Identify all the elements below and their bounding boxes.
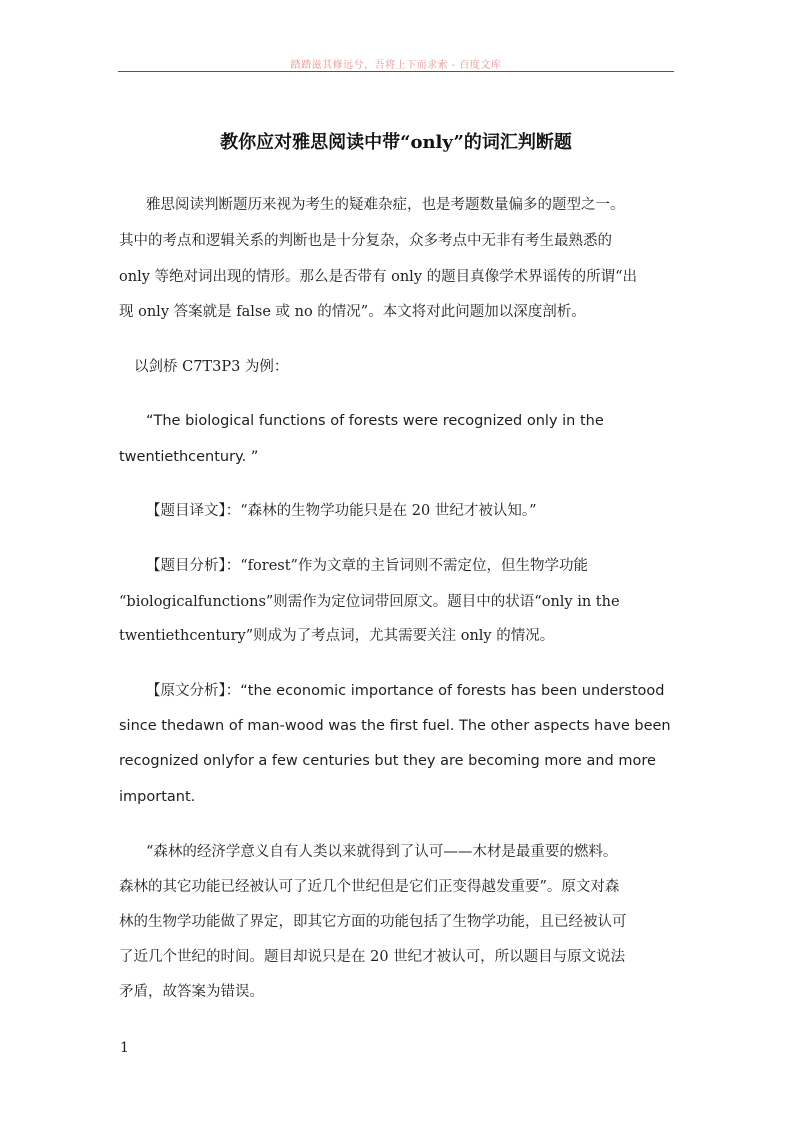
- document-title: 教你应对雅思阅读中带“only”的词汇判断题: [220, 132, 572, 153]
- conclusion-line: 了近几个世纪的时间。题目却说只是在 20 世纪才被认可，所以题目与原文说法: [119, 949, 626, 965]
- conclusion-line: 森林的其它功能已经被认可了近几个世纪但是它们正变得越发重要”。原文对森: [119, 879, 620, 895]
- original-line: since thedawn of man-wood was the first fuel. The other aspects have been: [119, 718, 671, 734]
- analysis-line: “biologicalfunctions”则需作为定位词带回原文。题目中的状语“only in the: [119, 594, 620, 610]
- original-line: 【原文分析】：“the economic importance of forests has been understood: [146, 683, 665, 699]
- original-line: important.: [119, 789, 196, 805]
- conclusion-line: 矛盾，故答案为错误。: [119, 984, 264, 1000]
- translation-line: 【题目译文】：“森林的生物学功能只是在 20 世纪才被认知。”: [146, 503, 537, 519]
- analysis-line: twentiethcentury”则成为了考点词，尤其需要关注 only 的情况。: [119, 628, 555, 644]
- conclusion-line: “森林的经济学意义自有人类以来就得到了认可——木材是最重要的燃料。: [146, 844, 618, 860]
- header-divider: [118, 71, 674, 72]
- question-line: twentiethcentury. ”: [119, 449, 259, 465]
- example-intro: 以剑桥 C7T3P3 为例：: [134, 359, 289, 375]
- intro-line: 现 only 答案就是 false 或 no 的情况”。本文将对此问题加以深度剖析。: [119, 304, 586, 320]
- conclusion-line: 林的生物学功能做了界定，即其它方面的功能包括了生物学功能，且已经被认可: [119, 914, 627, 930]
- analysis-line: 【题目分析】：“forest”作为文章的主旨词则不需定位，但生物学功能: [146, 558, 588, 574]
- page-number: 1: [120, 1040, 129, 1056]
- intro-line: 雅思阅读判断题历来视为考生的疑难杂症，也是考题数量偏多的题型之一。: [146, 197, 625, 213]
- intro-line: 其中的考点和逻辑关系的判断也是十分复杂，众多考点中无非有考生最熟悉的: [119, 233, 612, 249]
- original-line: recognized onlyfor a few centuries but they are becoming more and more: [119, 753, 656, 769]
- question-line: “The biological functions of forests were recognized only in the: [146, 413, 604, 429]
- header-note: 踏踏滋其修远兮，吾将上下而求索 - 百度文库: [290, 60, 502, 71]
- intro-line: only 等绝对词出现的情形。那么是否带有 only 的题目真像学术界谣传的所谓“出: [119, 269, 638, 285]
